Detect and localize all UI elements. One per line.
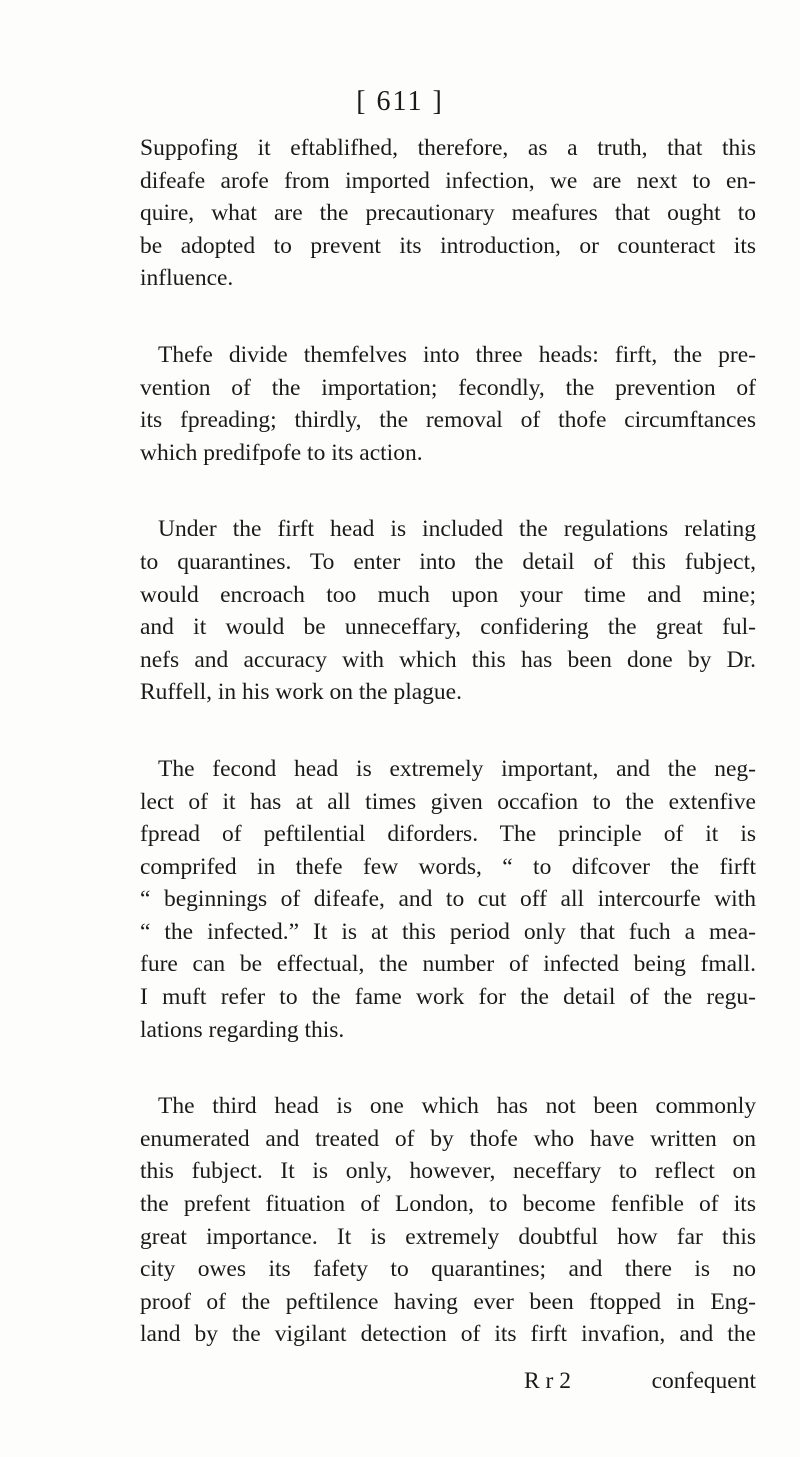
text-line: “ the infected.” It is at this period only that fuch a mea- [140, 918, 756, 945]
text-line: quire, what are the precautionary meafures that ought to [140, 200, 756, 227]
text-line: difeafe arofe from imported infection, we are next to en- [140, 167, 756, 194]
text-line: its fpreading; thirdly, the removal of thofe circumftances [140, 407, 756, 434]
page-body [140, 132, 756, 1395]
text-line: would encroach too much upon your time and mine; [140, 581, 756, 608]
text-line: I muft refer to the fame work for the detail of the regu- [140, 984, 756, 1011]
text-line: lations regarding this. [140, 1016, 345, 1043]
text-line: to quarantines. To enter into the detail of this fubject, [140, 548, 756, 575]
text-line: the prefent fituation of London, to become fenfible of its [140, 1191, 756, 1218]
text-line: land by the vigilant detection of its firft invafion, and the [140, 1321, 756, 1348]
text-line: lect of it has at all times given occafion to the extenfive [140, 788, 756, 815]
text-line: and it would be unneceffary, confidering the great ful- [140, 614, 756, 641]
text-line: Under the firft head is included the regulations relating [158, 516, 756, 543]
paragraph [140, 339, 756, 469]
text-line: The third head is one which has not been commonly [158, 1093, 756, 1120]
paragraph [140, 132, 756, 295]
text-line: vention of the importation; fecondly, the prevention of [140, 374, 756, 401]
text-line: great importance. It is extremely doubtful how far this [140, 1223, 756, 1250]
text-line: be adopted to prevent its introduction, or counteract its [140, 232, 756, 259]
text-line: “ beginnings of difeafe, and to cut off all intercourfe with [140, 886, 756, 913]
paragraph [140, 753, 756, 1046]
text-line: city owes its fafety to quarantines; and there is no [140, 1256, 756, 1283]
text-line: proof of the peftilence having ever been ftopped in Eng- [140, 1288, 756, 1315]
paragraph [140, 513, 756, 709]
text-line: comprifed in thefe few words, “ to difcover the firft [140, 853, 756, 880]
text-line: enumerated and treated of by thofe who have written on [140, 1125, 756, 1152]
text-line: The fecond head is extremely important, and the neg- [158, 755, 756, 782]
text-line: nefs and accuracy with which this has been done by Dr. [140, 646, 756, 673]
catchword: confequent [651, 1368, 756, 1394]
text-line: fpread of peftilential diforders. The principle of it is [140, 821, 756, 848]
text-line: Ruffell, in his work on the plague. [140, 679, 462, 706]
paragraph [140, 1090, 756, 1351]
page-number: [ 611 ] [356, 86, 444, 117]
text-line: fure can be effectual, the number of infected being fmall. [140, 951, 756, 978]
text-line: which predifpofe to its action. [140, 439, 423, 466]
text-line: influence. [140, 265, 234, 292]
signature-mark: R r 2 [524, 1368, 571, 1394]
text-line: Suppofing it eftablifhed, therefore, as a truth, that this [140, 135, 756, 161]
page-footer [140, 1368, 756, 1402]
text-line: Thefe divide themfelves into three heads: firft, the pre- [158, 341, 756, 368]
text-line: this fubject. It is only, however, neceffary to reflect on [140, 1158, 756, 1185]
